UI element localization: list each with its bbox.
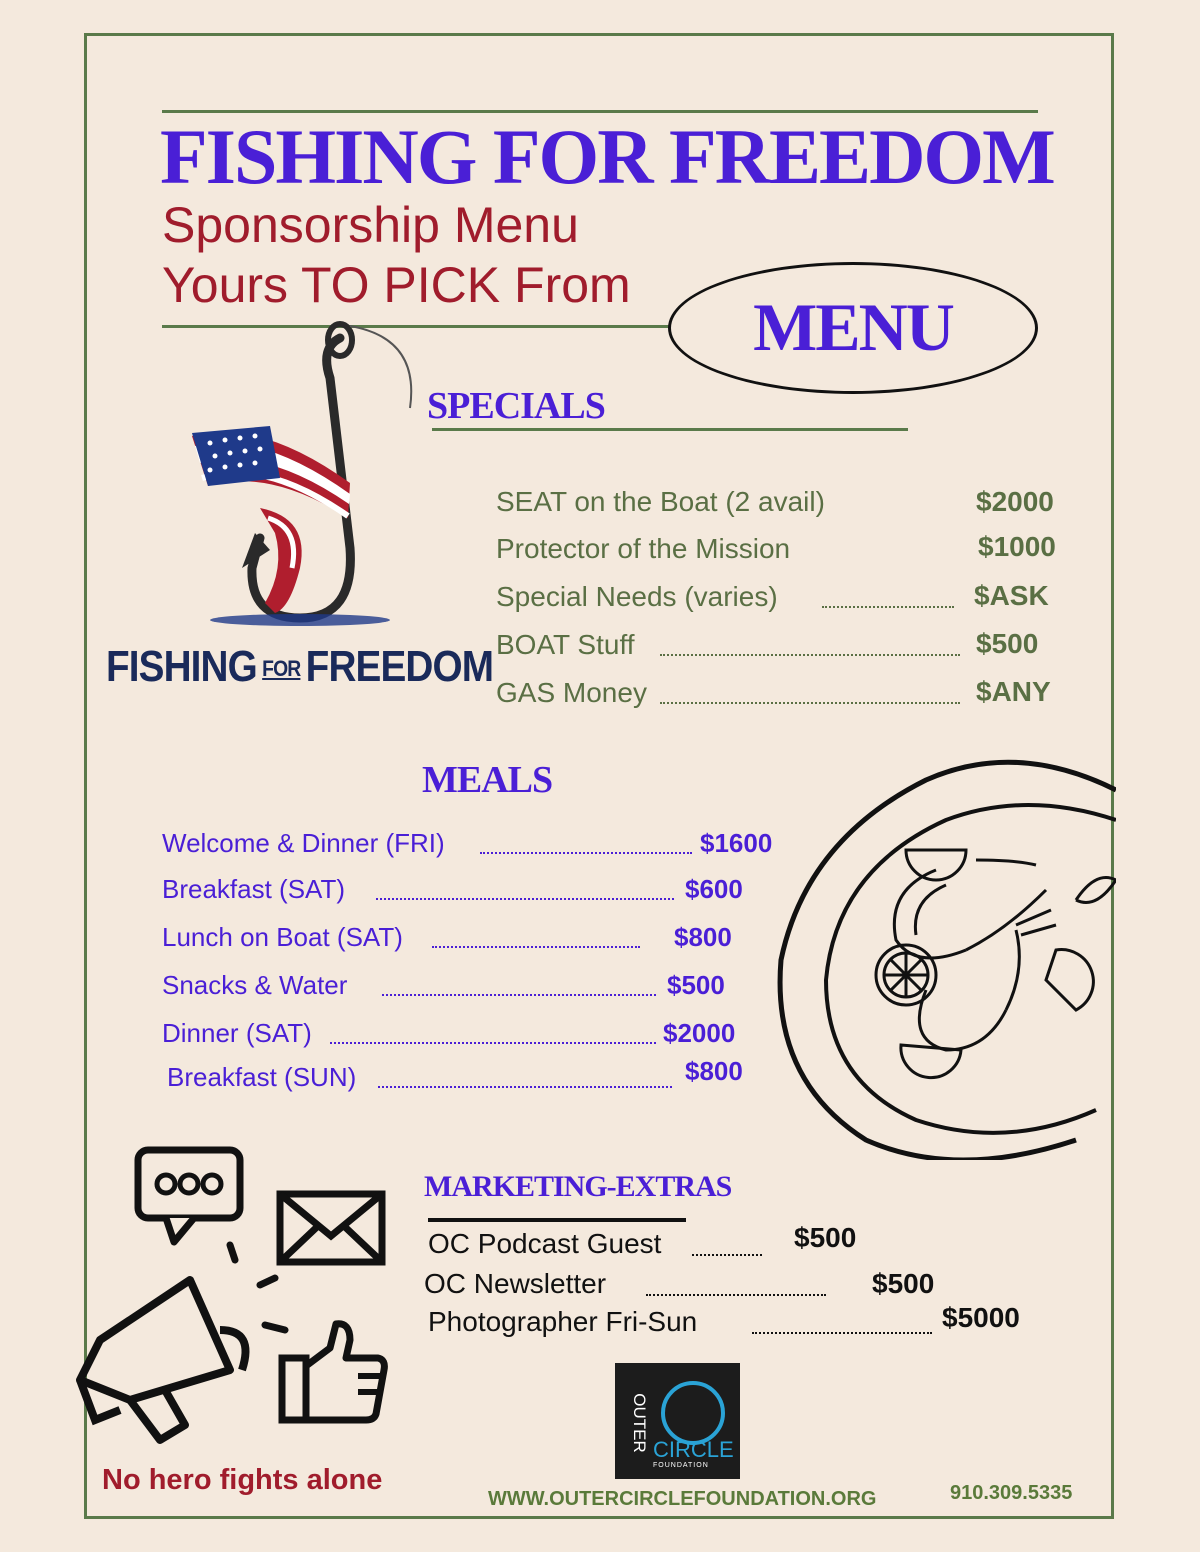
tagline: No hero fights alone	[102, 1464, 383, 1496]
meals-item: Lunch on Boat (SAT)	[162, 922, 403, 952]
meals-price: $1600	[700, 828, 773, 858]
specials-price: $2000	[976, 486, 1054, 517]
logo-word-for: FOR	[262, 656, 301, 682]
meals-item: Breakfast (SUN)	[167, 1062, 357, 1092]
specials-heading: SPECIALS	[427, 385, 605, 427]
oc-logo-circle: CIRCLE	[653, 1437, 734, 1462]
specials-item: Protector of the Mission	[496, 533, 791, 564]
meals-price: $500	[667, 970, 725, 1000]
thumbs-up-icon	[278, 1318, 390, 1426]
leader-dots	[752, 1332, 932, 1334]
specials-item: GAS Money	[496, 677, 647, 708]
marketing-rule	[428, 1218, 686, 1222]
leader-dots	[480, 852, 692, 854]
meals-item: Welcome & Dinner (FRI)	[162, 828, 445, 858]
oc-logo-foundation: FOUNDATION	[653, 1462, 709, 1469]
logo-word-freedom: FREEDOM	[305, 642, 494, 691]
meals-price: $600	[685, 874, 743, 904]
marketing-item: OC Podcast Guest	[428, 1228, 662, 1259]
oc-logo-outer: OUTER	[630, 1393, 649, 1453]
leader-dots	[660, 702, 960, 704]
subtitle-line-1: Sponsorship Menu	[162, 197, 579, 253]
subtitle-line-2: Yours TO PICK From	[162, 257, 631, 313]
speech-bubble-icon	[134, 1146, 244, 1246]
outer-circle-logo	[615, 1363, 740, 1479]
shrimp-plate-icon	[776, 750, 1116, 1160]
specials-item: SEAT on the Boat (2 avail)	[496, 486, 825, 517]
specials-price: $500	[976, 628, 1039, 659]
specials-price: $ANY	[976, 676, 1051, 707]
fishing-hook-flag-icon	[180, 318, 440, 648]
leader-dots	[378, 1086, 672, 1088]
meals-heading: MEALS	[422, 759, 553, 801]
envelope-icon	[276, 1190, 386, 1266]
marketing-item: Photographer Fri-Sun	[428, 1306, 698, 1337]
fishing-for-freedom-logo-text	[106, 642, 493, 692]
meals-price: $800	[685, 1056, 743, 1086]
leader-dots	[660, 654, 960, 656]
leader-dots	[692, 1254, 762, 1256]
specials-item: BOAT Stuff	[496, 629, 635, 660]
phone-number[interactable]: 910.309.5335	[950, 1482, 1073, 1504]
leader-dots	[646, 1294, 826, 1296]
leader-dots	[822, 606, 954, 608]
specials-price: $1000	[978, 531, 1056, 562]
website-link[interactable]: WWW.OUTERCIRCLEFOUNDATION.ORG	[488, 1488, 877, 1510]
marketing-item: OC Newsletter	[424, 1268, 607, 1299]
specials-item: Special Needs (varies)	[496, 581, 778, 612]
marketing-heading: MARKETING-EXTRAS	[424, 1170, 732, 1203]
leader-dots	[382, 994, 656, 996]
meals-price: $2000	[663, 1018, 736, 1048]
meals-item: Dinner (SAT)	[162, 1018, 312, 1048]
leader-dots	[330, 1042, 656, 1044]
marketing-price: $500	[872, 1268, 935, 1299]
megaphone-icon	[70, 1240, 290, 1450]
page-title: FISHING FOR FREEDOM	[160, 113, 1054, 200]
meals-price: $800	[674, 922, 732, 952]
marketing-price: $5000	[942, 1302, 1020, 1333]
menu-badge: MENU	[753, 289, 953, 365]
leader-dots	[376, 898, 674, 900]
specials-rule	[432, 428, 908, 431]
logo-word-fishing: FISHING	[106, 642, 257, 691]
meals-item: Snacks & Water	[162, 970, 348, 1000]
marketing-price: $500	[794, 1222, 857, 1253]
leader-dots	[432, 946, 640, 948]
specials-price: $ASK	[974, 580, 1049, 611]
meals-item: Breakfast (SAT)	[162, 874, 346, 904]
